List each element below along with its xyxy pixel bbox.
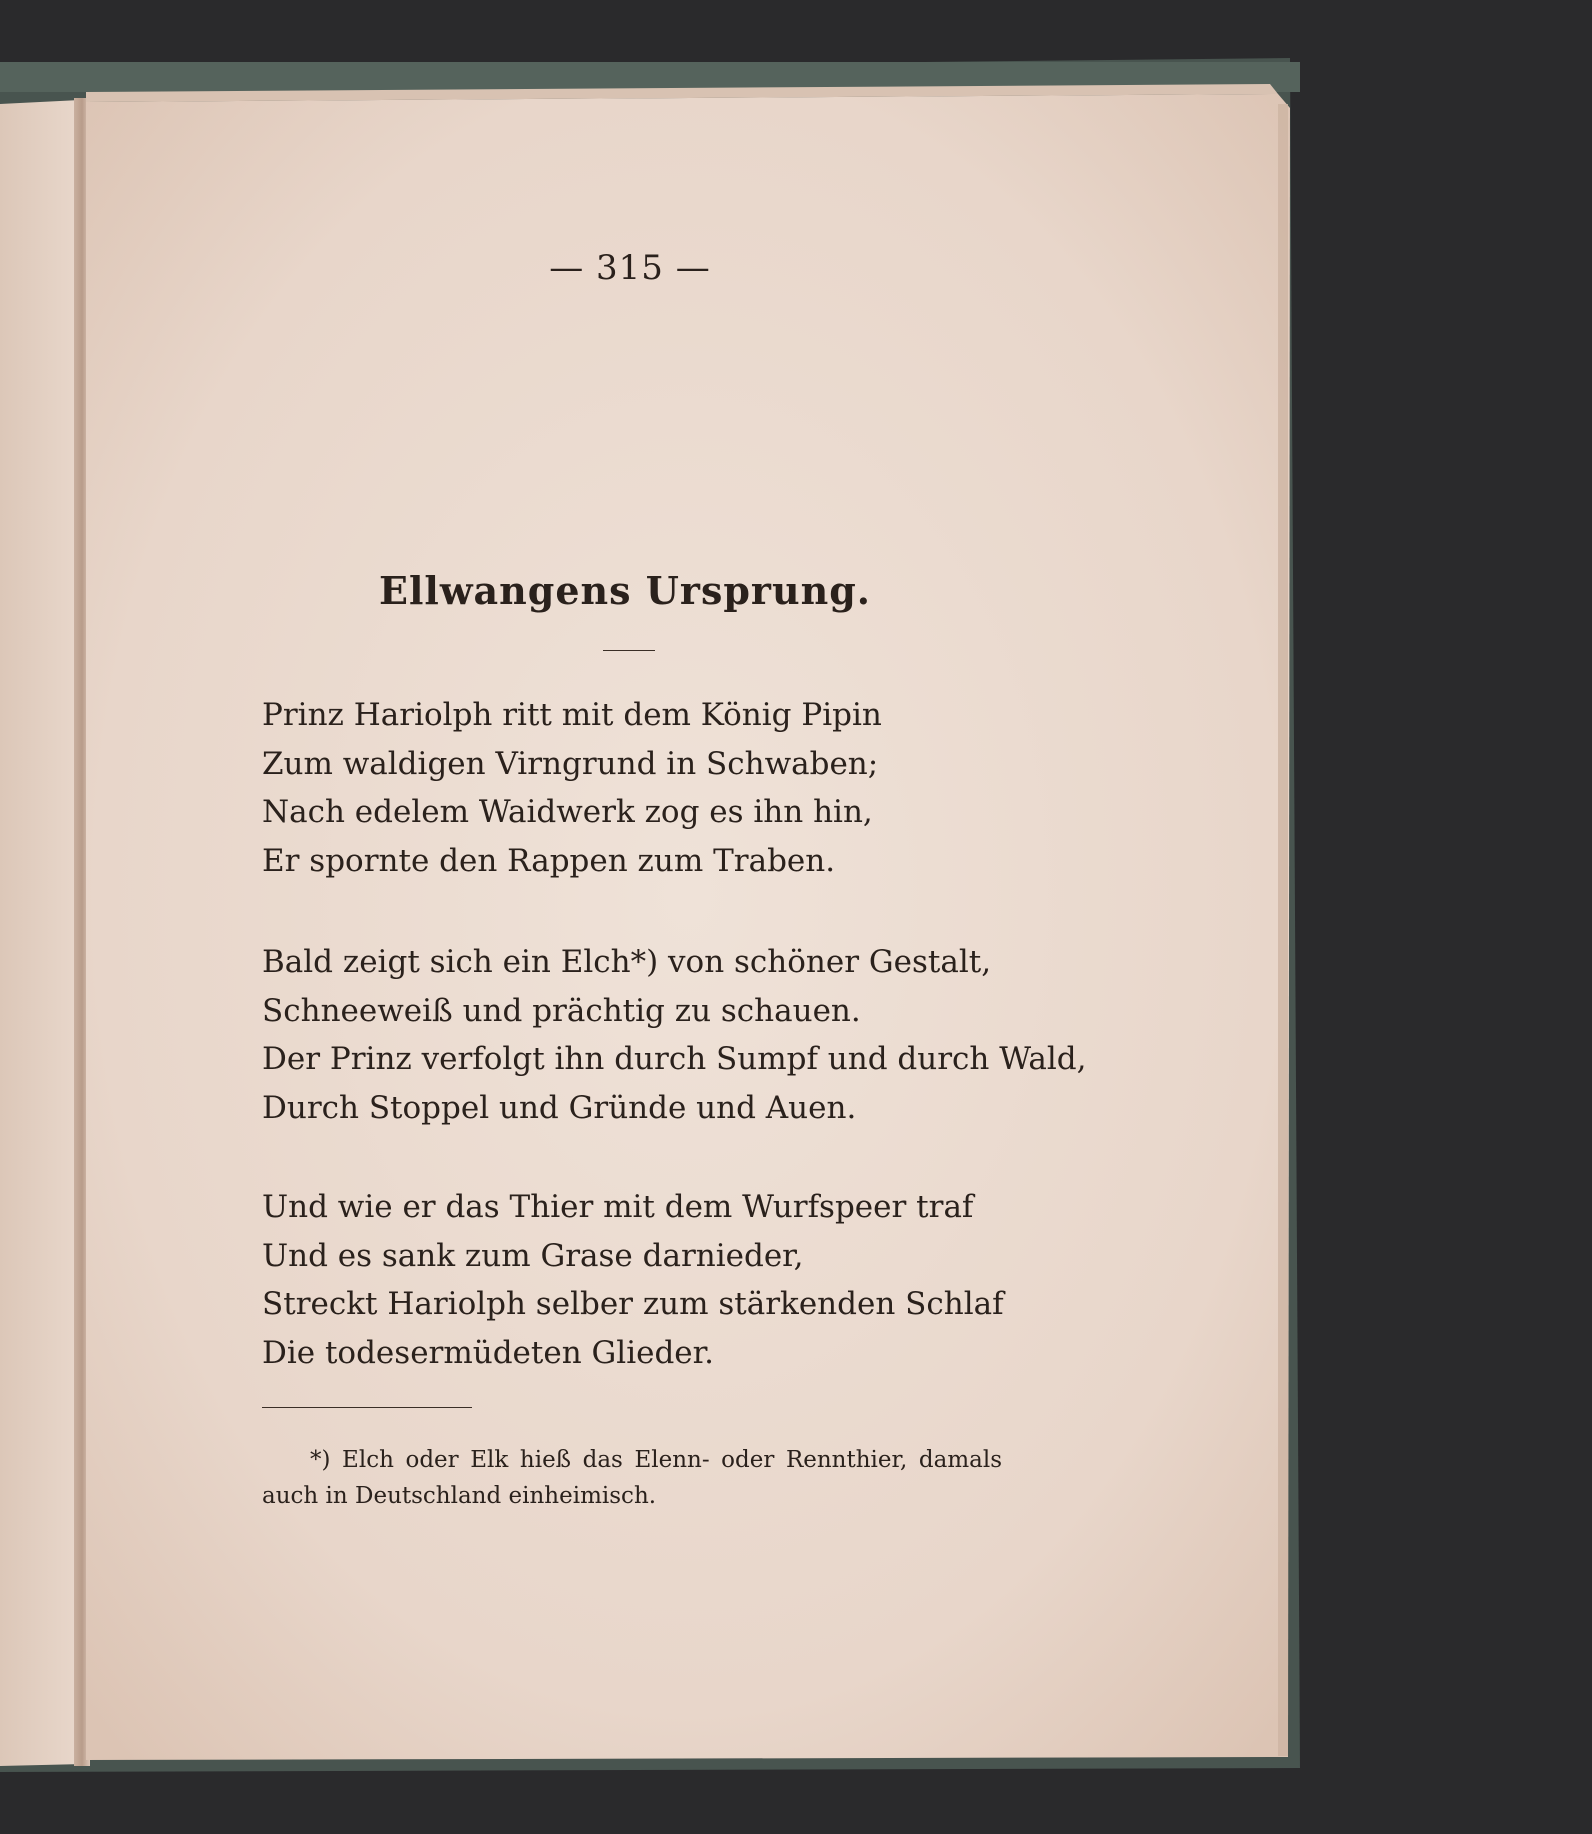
poem-line: Durch Stoppel und Gründe und Auen. xyxy=(262,1089,857,1126)
page-number: — 315 — xyxy=(549,248,711,288)
stanza-2 xyxy=(262,938,1087,1132)
poem-line: Der Prinz verfolgt ihn durch Sumpf und durch Wald, xyxy=(262,1041,1087,1077)
footnote xyxy=(262,1442,1002,1514)
footnote-text: *) Elch oder Elk hieß das Elenn- oder Rennthier, damals auch in Deutschland einheimisch. xyxy=(262,1447,1002,1509)
stanza-1 xyxy=(262,691,1022,885)
poem-line: Die todesermüdeten Glieder. xyxy=(262,1334,714,1371)
poem-line: Schneeweiß und prächtig zu schauen. xyxy=(262,992,861,1029)
poem-line: Streckt Hariolph selber zum stärkenden Schlaf xyxy=(262,1286,1004,1322)
poem-line: Prinz Hariolph ritt mit dem König Pipin xyxy=(262,697,882,733)
poem-line: Und wie er das Thier mit dem Wurfspeer traf xyxy=(262,1189,974,1225)
stanza-3 xyxy=(262,1183,1022,1377)
poem-line: Bald zeigt sich ein Elch*) von schöner Gestalt, xyxy=(262,944,992,980)
poem-title: Ellwangens Ursprung. xyxy=(379,568,871,613)
poem-line: Zum waldigen Virngrund in Schwaben; xyxy=(262,745,879,782)
title-rule xyxy=(603,650,655,651)
poem-line: Nach edelem Waidwerk zog es ihn hin, xyxy=(262,794,873,830)
poem-line: Er spornte den Rappen zum Traben. xyxy=(262,842,836,879)
poem-line: Und es sank zum Grase darnieder, xyxy=(262,1237,804,1274)
footnote-rule xyxy=(262,1407,472,1408)
